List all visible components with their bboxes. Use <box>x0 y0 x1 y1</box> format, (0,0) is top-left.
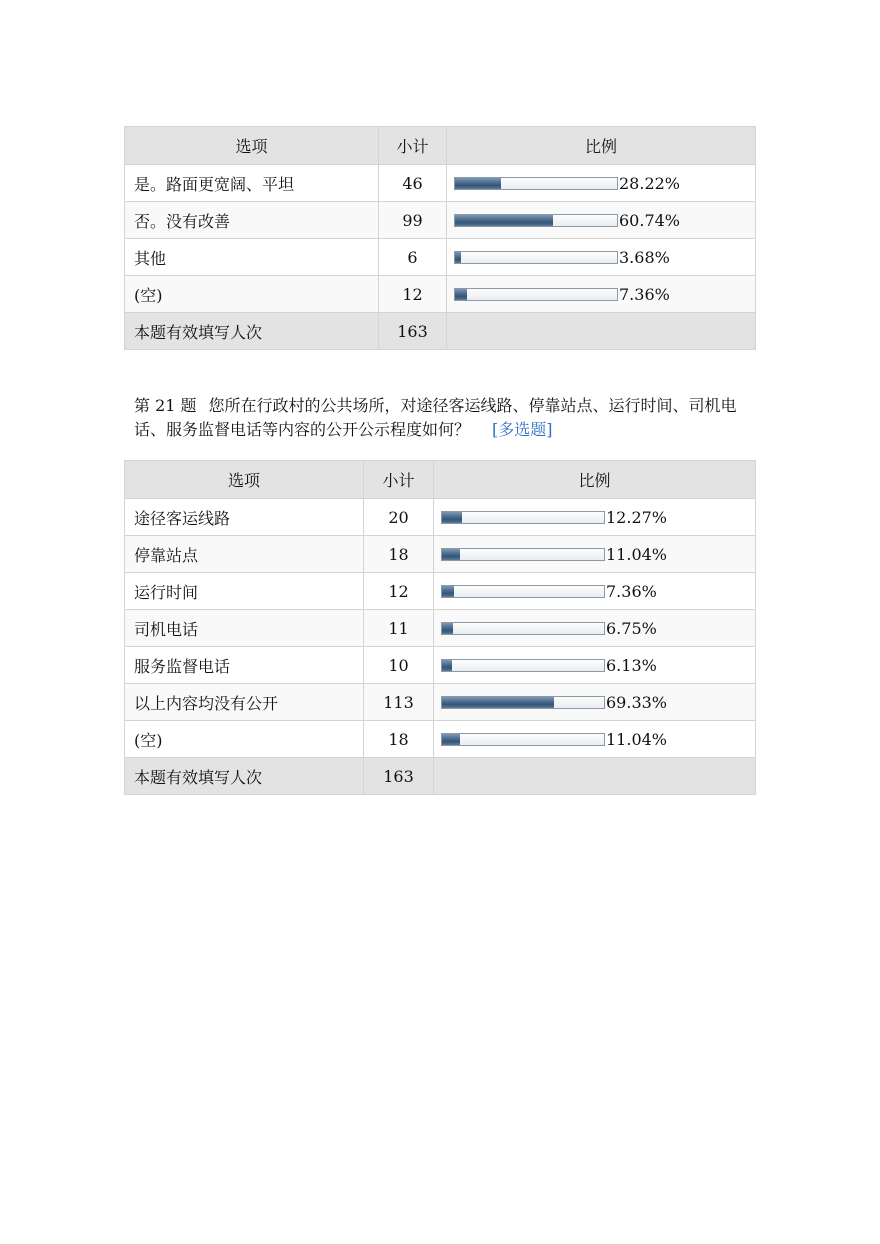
option-percent: 7.36% <box>606 581 657 601</box>
table-header-row <box>125 127 756 165</box>
option-label: 以上内容均没有公开 <box>125 684 364 721</box>
progress-bar-fill <box>455 215 553 226</box>
table-header-row <box>125 461 756 499</box>
progress-bar-fill <box>442 660 452 671</box>
option-count: 12 <box>379 276 447 313</box>
option-ratio <box>434 573 756 610</box>
progress-bar <box>454 177 618 190</box>
option-count: 99 <box>379 202 447 239</box>
option-label: 否。没有改善 <box>125 202 379 239</box>
option-ratio <box>434 610 756 647</box>
table-row <box>125 573 756 610</box>
total-label: 本题有效填写人次 <box>125 313 379 350</box>
table-row <box>125 239 756 276</box>
results-table-q20 <box>124 126 756 350</box>
option-count: 113 <box>364 684 434 721</box>
total-row <box>125 758 756 795</box>
option-count: 10 <box>364 647 434 684</box>
table-row <box>125 499 756 536</box>
progress-bar-fill <box>442 734 460 745</box>
progress-bar-fill <box>455 289 467 300</box>
option-label: 是。路面更宽阔、平坦 <box>125 165 379 202</box>
question-number: 第 21 题 <box>134 396 197 415</box>
total-count: 163 <box>364 758 434 795</box>
progress-bar <box>441 511 605 524</box>
progress-bar-fill <box>455 252 461 263</box>
total-label: 本题有效填写人次 <box>125 758 364 795</box>
option-percent: 3.68% <box>619 247 670 267</box>
option-ratio <box>447 276 756 313</box>
option-ratio <box>434 684 756 721</box>
option-ratio <box>434 647 756 684</box>
total-count: 163 <box>379 313 447 350</box>
progress-bar <box>441 696 605 709</box>
option-ratio <box>447 165 756 202</box>
table-row <box>125 536 756 573</box>
progress-bar <box>441 548 605 561</box>
option-ratio <box>434 536 756 573</box>
question-text: 您所在行政村的公共场所，对途径客运线路、停靠站点、运行时间、司机电话、服务监督电话等内容的公开公示程度如何？ <box>134 396 737 439</box>
option-label: 停靠站点 <box>125 536 364 573</box>
progress-bar-fill <box>442 512 462 523</box>
table-row <box>125 165 756 202</box>
question-title <box>134 394 754 442</box>
option-label: (空) <box>125 276 379 313</box>
option-count: 12 <box>364 573 434 610</box>
table-row <box>125 276 756 313</box>
option-ratio <box>434 499 756 536</box>
progress-bar <box>441 585 605 598</box>
option-percent: 12.27% <box>606 507 668 527</box>
total-row <box>125 313 756 350</box>
option-count: 6 <box>379 239 447 276</box>
option-count: 46 <box>379 165 447 202</box>
progress-bar <box>454 214 618 227</box>
header-option: 选项 <box>125 461 364 499</box>
progress-bar-fill <box>442 623 453 634</box>
option-percent: 6.13% <box>606 655 657 675</box>
option-percent: 7.36% <box>619 284 670 304</box>
table-row <box>125 721 756 758</box>
question-type-badge: [多选题] <box>492 420 553 439</box>
option-ratio <box>447 239 756 276</box>
total-ratio-empty <box>434 758 756 795</box>
option-label: 途径客运线路 <box>125 499 364 536</box>
header-ratio: 比例 <box>447 127 756 165</box>
header-option: 选项 <box>125 127 379 165</box>
table-row <box>125 202 756 239</box>
option-ratio <box>447 202 756 239</box>
table-row <box>125 684 756 721</box>
total-ratio-empty <box>447 313 756 350</box>
option-percent: 69.33% <box>606 692 668 712</box>
option-count: 18 <box>364 721 434 758</box>
progress-bar-fill <box>442 549 460 560</box>
header-ratio: 比例 <box>434 461 756 499</box>
progress-bar-fill <box>442 586 454 597</box>
option-percent: 28.22% <box>619 173 681 193</box>
option-percent: 11.04% <box>606 729 668 749</box>
option-label: 运行时间 <box>125 573 364 610</box>
progress-bar <box>454 288 618 301</box>
option-label: 服务监督电话 <box>125 647 364 684</box>
option-label: 其他 <box>125 239 379 276</box>
option-ratio <box>434 721 756 758</box>
option-percent: 11.04% <box>606 544 668 564</box>
header-count: 小计 <box>379 127 447 165</box>
progress-bar <box>441 733 605 746</box>
table-row <box>125 647 756 684</box>
option-count: 18 <box>364 536 434 573</box>
progress-bar-fill <box>442 697 554 708</box>
option-count: 20 <box>364 499 434 536</box>
option-percent: 60.74% <box>619 210 681 230</box>
option-percent: 6.75% <box>606 618 657 638</box>
progress-bar <box>441 622 605 635</box>
option-label: 司机电话 <box>125 610 364 647</box>
table-row <box>125 610 756 647</box>
header-count: 小计 <box>364 461 434 499</box>
results-table-q21 <box>124 460 756 795</box>
progress-bar <box>454 251 618 264</box>
progress-bar <box>441 659 605 672</box>
progress-bar-fill <box>455 178 501 189</box>
option-count: 11 <box>364 610 434 647</box>
option-label: (空) <box>125 721 364 758</box>
